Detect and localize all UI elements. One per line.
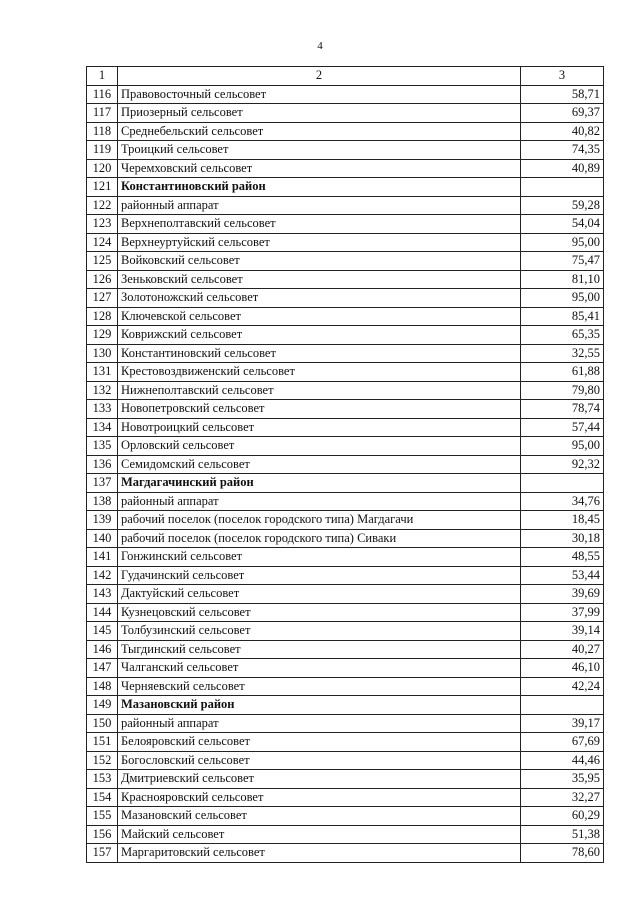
row-number: 121 [87, 178, 118, 197]
table-row [87, 825, 604, 844]
table-row [87, 363, 604, 382]
row-number: 136 [87, 455, 118, 474]
row-value: 78,60 [521, 844, 604, 863]
column-header-number: 1 [87, 67, 118, 86]
row-value: 61,88 [521, 363, 604, 382]
row-number: 132 [87, 381, 118, 400]
row-value: 40,27 [521, 640, 604, 659]
entity-name: Дмитриевский сельсовет [118, 770, 521, 789]
row-value: 58,71 [521, 85, 604, 104]
row-number: 128 [87, 307, 118, 326]
row-value: 37,99 [521, 603, 604, 622]
row-number: 129 [87, 326, 118, 345]
row-number: 130 [87, 344, 118, 363]
row-number: 137 [87, 474, 118, 493]
row-number: 151 [87, 733, 118, 752]
row-number: 131 [87, 363, 118, 382]
entity-name: Зеньковский сельсовет [118, 270, 521, 289]
row-value: 57,44 [521, 418, 604, 437]
row-value: 78,74 [521, 400, 604, 419]
row-number: 153 [87, 770, 118, 789]
table-row [87, 807, 604, 826]
table-row [87, 252, 604, 271]
district-name: Магдагачинский район [118, 474, 521, 493]
row-value: 92,32 [521, 455, 604, 474]
table-row [87, 770, 604, 789]
entity-name: Черемховский сельсовет [118, 159, 521, 178]
table-row [87, 714, 604, 733]
entity-name: рабочий поселок (поселок городского типа) Магдагачи [118, 511, 521, 530]
table-row [87, 344, 604, 363]
row-value: 60,29 [521, 807, 604, 826]
row-value [521, 178, 604, 197]
row-value: 39,17 [521, 714, 604, 733]
row-value: 59,28 [521, 196, 604, 215]
table-row [87, 326, 604, 345]
row-value: 32,27 [521, 788, 604, 807]
row-number: 120 [87, 159, 118, 178]
entity-name: Нижнеполтавский сельсовет [118, 381, 521, 400]
entity-name: районный аппарат [118, 196, 521, 215]
row-value: 67,69 [521, 733, 604, 752]
row-number: 154 [87, 788, 118, 807]
table-row [87, 196, 604, 215]
row-number: 147 [87, 659, 118, 678]
table-row [87, 585, 604, 604]
district-row [87, 474, 604, 493]
entity-name: Войковский сельсовет [118, 252, 521, 271]
table-row [87, 844, 604, 863]
row-number: 152 [87, 751, 118, 770]
row-value: 65,35 [521, 326, 604, 345]
entity-name: Семидомский сельсовет [118, 455, 521, 474]
page-number: 4 [317, 40, 323, 52]
entity-name: Коврижский сельсовет [118, 326, 521, 345]
row-number: 140 [87, 529, 118, 548]
table-row [87, 400, 604, 419]
row-number: 122 [87, 196, 118, 215]
row-number: 150 [87, 714, 118, 733]
table-row [87, 659, 604, 678]
entity-name: Тыгдинский сельсовет [118, 640, 521, 659]
row-number: 144 [87, 603, 118, 622]
row-number: 127 [87, 289, 118, 308]
table-row [87, 455, 604, 474]
row-value: 46,10 [521, 659, 604, 678]
entity-name: Верхнеполтавский сельсовет [118, 215, 521, 234]
entity-name: Мазановский сельсовет [118, 807, 521, 826]
district-row [87, 178, 604, 197]
row-value: 34,76 [521, 492, 604, 511]
row-value: 40,89 [521, 159, 604, 178]
row-number: 134 [87, 418, 118, 437]
entity-name: Константиновский сельсовет [118, 344, 521, 363]
entity-name: Гудачинский сельсовет [118, 566, 521, 585]
row-number: 123 [87, 215, 118, 234]
entity-name: Троицкий сельсовет [118, 141, 521, 160]
row-number: 119 [87, 141, 118, 160]
district-row [87, 696, 604, 715]
entity-name: Ключевской сельсовет [118, 307, 521, 326]
row-number: 118 [87, 122, 118, 141]
table-row [87, 122, 604, 141]
entity-name: Краснояровский сельсовет [118, 788, 521, 807]
row-value: 35,95 [521, 770, 604, 789]
row-value: 95,00 [521, 289, 604, 308]
entity-name: Чалганский сельсовет [118, 659, 521, 678]
entity-name: Правовосточный сельсовет [118, 85, 521, 104]
table-row [87, 566, 604, 585]
row-value: 95,00 [521, 437, 604, 456]
row-value: 51,38 [521, 825, 604, 844]
row-number: 126 [87, 270, 118, 289]
row-number: 157 [87, 844, 118, 863]
row-number: 138 [87, 492, 118, 511]
table-row [87, 159, 604, 178]
data-table [86, 66, 604, 863]
row-number: 156 [87, 825, 118, 844]
row-value: 75,47 [521, 252, 604, 271]
table-row [87, 548, 604, 567]
row-value: 30,18 [521, 529, 604, 548]
entity-name: Дактуйский сельсовет [118, 585, 521, 604]
entity-name: Толбузинский сельсовет [118, 622, 521, 641]
entity-name: Гонжинский сельсовет [118, 548, 521, 567]
row-number: 117 [87, 104, 118, 123]
entity-name: районный аппарат [118, 492, 521, 511]
district-name: Константиновский район [118, 178, 521, 197]
table-row [87, 529, 604, 548]
row-number: 143 [87, 585, 118, 604]
entity-name: Новопетровский сельсовет [118, 400, 521, 419]
entity-name: Приозерный сельсовет [118, 104, 521, 123]
row-value: 40,82 [521, 122, 604, 141]
table-row [87, 751, 604, 770]
table-row [87, 85, 604, 104]
column-header-name: 2 [118, 67, 521, 86]
row-number: 149 [87, 696, 118, 715]
row-value [521, 474, 604, 493]
row-number: 139 [87, 511, 118, 530]
row-value: 39,14 [521, 622, 604, 641]
table-row [87, 511, 604, 530]
entity-name: Орловский сельсовет [118, 437, 521, 456]
row-value: 81,10 [521, 270, 604, 289]
row-number: 148 [87, 677, 118, 696]
entity-name: Крестовоздвиженский сельсовет [118, 363, 521, 382]
table-row [87, 788, 604, 807]
table-row [87, 733, 604, 752]
entity-name: Маргаритовский сельсовет [118, 844, 521, 863]
table-row [87, 289, 604, 308]
table-row [87, 141, 604, 160]
district-name: Мазановский район [118, 696, 521, 715]
row-value [521, 696, 604, 715]
table-row [87, 492, 604, 511]
row-number: 135 [87, 437, 118, 456]
entity-name: Черняевский сельсовет [118, 677, 521, 696]
row-number: 133 [87, 400, 118, 419]
table-row [87, 603, 604, 622]
entity-name: районный аппарат [118, 714, 521, 733]
table-body [87, 85, 604, 862]
row-number: 141 [87, 548, 118, 567]
row-number: 125 [87, 252, 118, 271]
row-value: 85,41 [521, 307, 604, 326]
row-value: 69,37 [521, 104, 604, 123]
row-value: 44,46 [521, 751, 604, 770]
table-row [87, 677, 604, 696]
row-value: 53,44 [521, 566, 604, 585]
row-number: 124 [87, 233, 118, 252]
table-row [87, 233, 604, 252]
column-header-value: 3 [521, 67, 604, 86]
row-value: 95,00 [521, 233, 604, 252]
entity-name: Верхнеуртуйский сельсовет [118, 233, 521, 252]
row-value: 54,04 [521, 215, 604, 234]
row-number: 146 [87, 640, 118, 659]
row-value: 42,24 [521, 677, 604, 696]
row-number: 116 [87, 85, 118, 104]
table-row [87, 215, 604, 234]
table-row [87, 418, 604, 437]
table-row [87, 270, 604, 289]
row-number: 155 [87, 807, 118, 826]
table-row [87, 104, 604, 123]
entity-name: рабочий поселок (поселок городского типа) Сиваки [118, 529, 521, 548]
entity-name: Новотроицкий сельсовет [118, 418, 521, 437]
entity-name: Богословский сельсовет [118, 751, 521, 770]
row-value: 32,55 [521, 344, 604, 363]
row-value: 48,55 [521, 548, 604, 567]
row-value: 39,69 [521, 585, 604, 604]
table-row [87, 381, 604, 400]
entity-name: Золотоножский сельсовет [118, 289, 521, 308]
row-value: 74,35 [521, 141, 604, 160]
entity-name: Майский сельсовет [118, 825, 521, 844]
entity-name: Белояровский сельсовет [118, 733, 521, 752]
table-header-row [87, 67, 604, 86]
entity-name: Среднебельский сельсовет [118, 122, 521, 141]
row-number: 145 [87, 622, 118, 641]
row-number: 142 [87, 566, 118, 585]
entity-name: Кузнецовский сельсовет [118, 603, 521, 622]
table-row [87, 437, 604, 456]
table-row [87, 640, 604, 659]
table-row [87, 307, 604, 326]
table-row [87, 622, 604, 641]
row-value: 18,45 [521, 511, 604, 530]
row-value: 79,80 [521, 381, 604, 400]
